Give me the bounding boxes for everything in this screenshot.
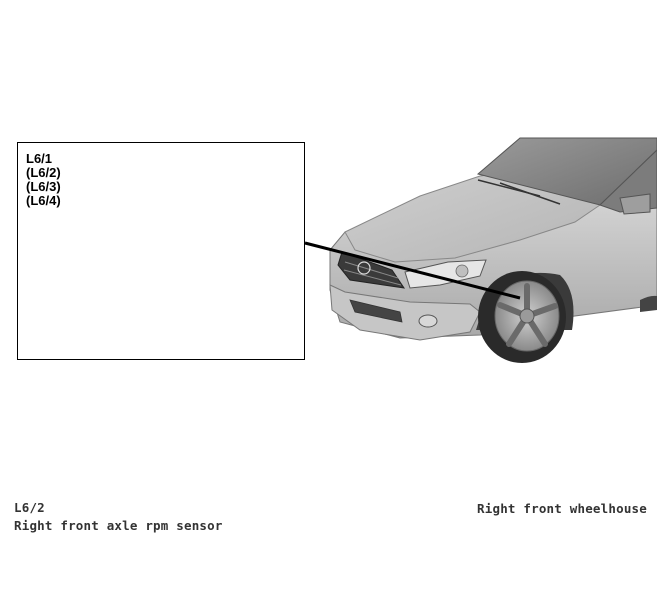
component-location: Right front wheelhouse [477,501,647,516]
callout-l6-2: (L6/2) [26,165,61,180]
callout-l6-4: (L6/4) [26,193,61,208]
callout-l6-1: L6/1 [26,151,53,166]
sensor-callout-labels [26,152,61,208]
car-illustration [330,138,657,363]
callout-l6-3: (L6/3) [26,179,61,194]
component-description: Right front axle rpm sensor [14,518,223,533]
component-code: L6/2 [14,500,45,515]
